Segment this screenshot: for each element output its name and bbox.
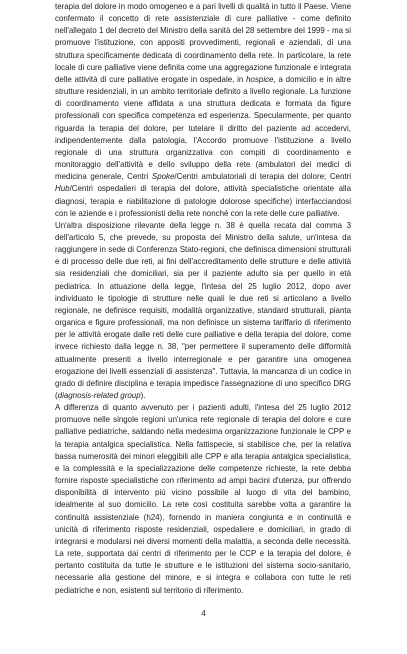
italic-term: Spoke xyxy=(151,172,175,182)
italic-term: Hub xyxy=(55,184,70,194)
text-run: Un'altra disposizione rilevante della legge n. 38 è quella recata dal comma 3 dell'articolo 5, che prevede, su proposta del Ministro della salute, un'intesa da raggiungere in sede di Conferenza Stato-regioni, che definisca dimensioni strutturali e di processo delle due reti, ai fini dell'accreditamento delle strutture e delle attività sia residenziali che domiciliari, sia per il paziente adulto sia per quello in età pediatrica. In attuazione della legge, l'intesa del 25 luglio 2012, dopo aver individuato le tipologie di strutture nelle quali le due reti si articolano a livello regionale, ne definisce requisiti, modalità organizzative, standard strutturali, pianta organica e figure professionali, ma non definisce un sistema tariffario di riferimento per le attività erogate dalle reti delle cure palliative e della terapia del dolore, come invece richiesto dalla legge n. 38, "per permettere il superamento delle difformità attualmente presenti a livello interregionale e per garantire una omogenea erogazione dei livelli essenziali di assistenza". Tuttavia, la mancanza di un codice in grado di definire disciplina e terapia impedisce l'assegnazione di uno specifico DRG ( xyxy=(55,220,351,400)
italic-term: hospice xyxy=(246,74,274,84)
text-run: terapia del dolore in modo omogeneo e a pari livelli di qualità in tutto il Paese. Viene confermato il concetto di rete assistenziale di cure palliative - come definito nell'allegato 1 del decreto del Ministro della sanità del 28 settembre del 1999 - ma si promuove l'istituzione, con appositi provvedimenti, regionali e aziendali, di una struttura specificamente dedicata di coordinamento della rete. In particolare, la rete locale di cure palliative viene definita come una aggregazione funzionale e integrata delle attività di cure palliative erogate in ospedale, in xyxy=(55,2,351,84)
paragraph xyxy=(55,1,351,220)
text-run: /Centri ambulatoriali di terapia del dolore; Centri xyxy=(174,172,351,182)
text-run: A differenza di quanto avvenuto per i pazienti adulti, l'intesa del 25 luglio 2012 promuove nelle singole regioni un'unica rete regionale di terapia del dolore e cure palliative pediatriche, saldando nella medesima organizzazione funzionale le CPP e la terapia antalgica specialistica. Nella fattispecie, si stabilisce che, per la relativa bassa numerosità dei minori eleggibili alle CPP e alla terapia antalgica specialistica, e la complessità e la specializzazione delle competenze richieste, la rete debba fornire risposte specialistiche con riferimento ad ampi bacini d'utenza, pur offrendo disponibilità di intervento più vicino possibile al luogo di vita del bambino, idealmente al suo domicilio. La rete così costituita sarebbe volta a garantire la continuità assistenziale (h24), fornendo in maniera congiunta e in continuità e unicità di riferimento risposte residenziali, ospedaliere e domiciliari, in grado di integrarsi e modularsi nei diversi momenti della malattia, a seconda delle necessità. La rete, supportata dai centri di riferimento per le CCP e la terapia del dolore, è pertanto costituita da tutte le strutture e le istituzioni del sistema socio-sanitario, necessarie alla gestione del minore, e si integra e collabora con tutte le reti pediatriche e non, esistenti sul territorio di riferimento. xyxy=(55,403,351,595)
body-text xyxy=(55,1,351,597)
text-run: ). xyxy=(140,391,146,400)
page-number: 4 xyxy=(201,609,206,618)
italic-term: diagnosis-related group xyxy=(57,391,141,400)
text-run: /Centri ospedalieri di terapia del dolore, attività specialistiche orientate alla diagnosi, terapia e riabilitazione di patologie dolorose specifiche) interfacciandosi con le aziende e i professionisti della rete nonché con la rete delle cure palliative. xyxy=(55,184,351,218)
text-run: , a domicilio e in altre strutture residenziali, in un ambito territoriale definito a livello regionale. La funzione di coordinamento viene affidata a una struttura dedicata e formata da figure professionali con specifica competenza ed esperienza. Specularmente, per quanto riguarda la terapia del dolore, per tutelare il diritto del paziente ad accedervi, indipendentemente dalla patologia, l'Accordo promuove l'istituzione a livello regionale di una struttura organizzativa con compiti di coordinamento e monitoraggio dell'attività e dello sviluppo della rete (ambulatori dei medici di medicina generale, Centri xyxy=(55,74,351,182)
paragraph xyxy=(55,220,351,402)
paragraph xyxy=(55,402,351,597)
